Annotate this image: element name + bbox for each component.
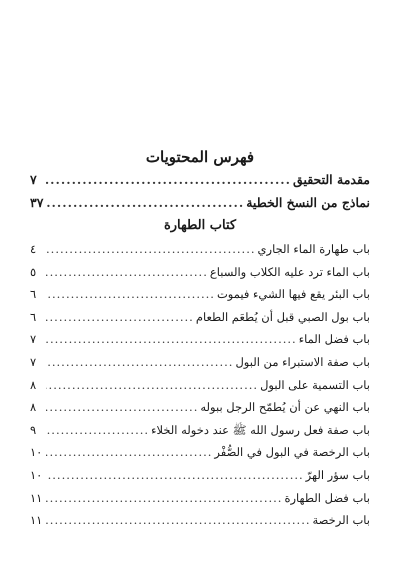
entry-page-number: ٧ bbox=[30, 354, 37, 369]
entry-page-number: ١١ bbox=[30, 490, 43, 505]
toc-entry[interactable] bbox=[30, 374, 370, 397]
toc-title: فهرس المحتويات bbox=[145, 148, 255, 166]
toc-entry[interactable] bbox=[30, 441, 370, 464]
toc-entry[interactable] bbox=[30, 328, 370, 351]
entry-label: باب الماء ترد عليه الكلاب والسباع bbox=[209, 264, 370, 279]
entry-label: باب الرخصة bbox=[312, 513, 370, 528]
leader-dots bbox=[46, 374, 258, 397]
entry-page-number: ٧ bbox=[30, 172, 37, 187]
leader-dots bbox=[46, 441, 212, 464]
entry-label: باب الرخصة في البول في الصُّفْر bbox=[214, 445, 370, 460]
table-of-contents bbox=[30, 146, 370, 532]
toc-entry[interactable] bbox=[30, 351, 370, 374]
entry-page-number: ٣٧ bbox=[30, 195, 44, 210]
entry-label: باب النهي عن أن يُطمّح الرجل ببوله bbox=[200, 400, 370, 415]
leader-dots bbox=[46, 238, 256, 261]
toc-entry[interactable] bbox=[30, 487, 370, 510]
entry-page-number: ٦ bbox=[30, 287, 37, 302]
toc-entry[interactable] bbox=[30, 238, 370, 261]
entry-page-number: ٩ bbox=[30, 422, 37, 437]
entry-label: باب التسمية على البول bbox=[260, 377, 370, 392]
entry-page-number: ١٠ bbox=[30, 467, 43, 482]
toc-entry[interactable] bbox=[30, 261, 370, 284]
toc-entry[interactable] bbox=[30, 396, 370, 419]
entry-label: باب بول الصبي قبل أن يُطعَم الطعام bbox=[195, 309, 370, 324]
entry-label: مقدمة التحقيق bbox=[293, 172, 370, 187]
entry-label: باب سؤر الهرّ bbox=[305, 467, 370, 482]
front-matter-list bbox=[30, 168, 370, 214]
toc-entry[interactable] bbox=[30, 283, 370, 306]
entry-label: باب فضل الطهارة bbox=[284, 490, 370, 505]
chapter-list bbox=[30, 238, 370, 532]
toc-entry[interactable] bbox=[30, 464, 370, 487]
leader-dots bbox=[46, 191, 244, 214]
entry-page-number: ٧ bbox=[30, 332, 37, 347]
entry-label: باب صفة الاستبراء من البول bbox=[235, 354, 370, 369]
entry-label: باب صفة فعل رسول الله ﷺ عند دخوله الخلاء bbox=[151, 422, 370, 437]
toc-entry[interactable] bbox=[30, 306, 370, 329]
entry-page-number: ١٠ bbox=[30, 445, 43, 460]
leader-dots bbox=[46, 351, 233, 374]
leader-dots bbox=[46, 283, 215, 306]
entry-label: باب البئر يقع فيها الشيء فيموت bbox=[216, 287, 370, 302]
leader-dots bbox=[46, 509, 311, 532]
section-heading: كتاب الطهارة bbox=[163, 218, 237, 233]
leader-dots bbox=[46, 487, 282, 510]
entry-page-number: ٦ bbox=[30, 309, 37, 324]
leader-dots bbox=[46, 168, 291, 191]
entry-page-number: ٨ bbox=[30, 400, 37, 415]
entry-page-number: ١١ bbox=[30, 513, 43, 528]
entry-label: باب فضل الماء bbox=[298, 332, 370, 347]
entry-label: نماذج من النسخ الخطية bbox=[246, 195, 370, 210]
entry-page-number: ٥ bbox=[30, 264, 37, 279]
toc-entry[interactable] bbox=[30, 168, 370, 191]
toc-entry[interactable] bbox=[30, 191, 370, 214]
leader-dots bbox=[46, 396, 198, 419]
toc-entry[interactable] bbox=[30, 509, 370, 532]
leader-dots bbox=[46, 306, 194, 329]
leader-dots bbox=[46, 419, 149, 442]
leader-dots bbox=[46, 464, 304, 487]
leader-dots bbox=[46, 261, 208, 284]
entry-label: باب طهارة الماء الجاري bbox=[257, 242, 370, 256]
entry-page-number: ٨ bbox=[30, 377, 37, 392]
toc-entry[interactable] bbox=[30, 419, 370, 442]
leader-dots bbox=[46, 328, 297, 351]
entry-page-number: ٤ bbox=[30, 242, 37, 256]
